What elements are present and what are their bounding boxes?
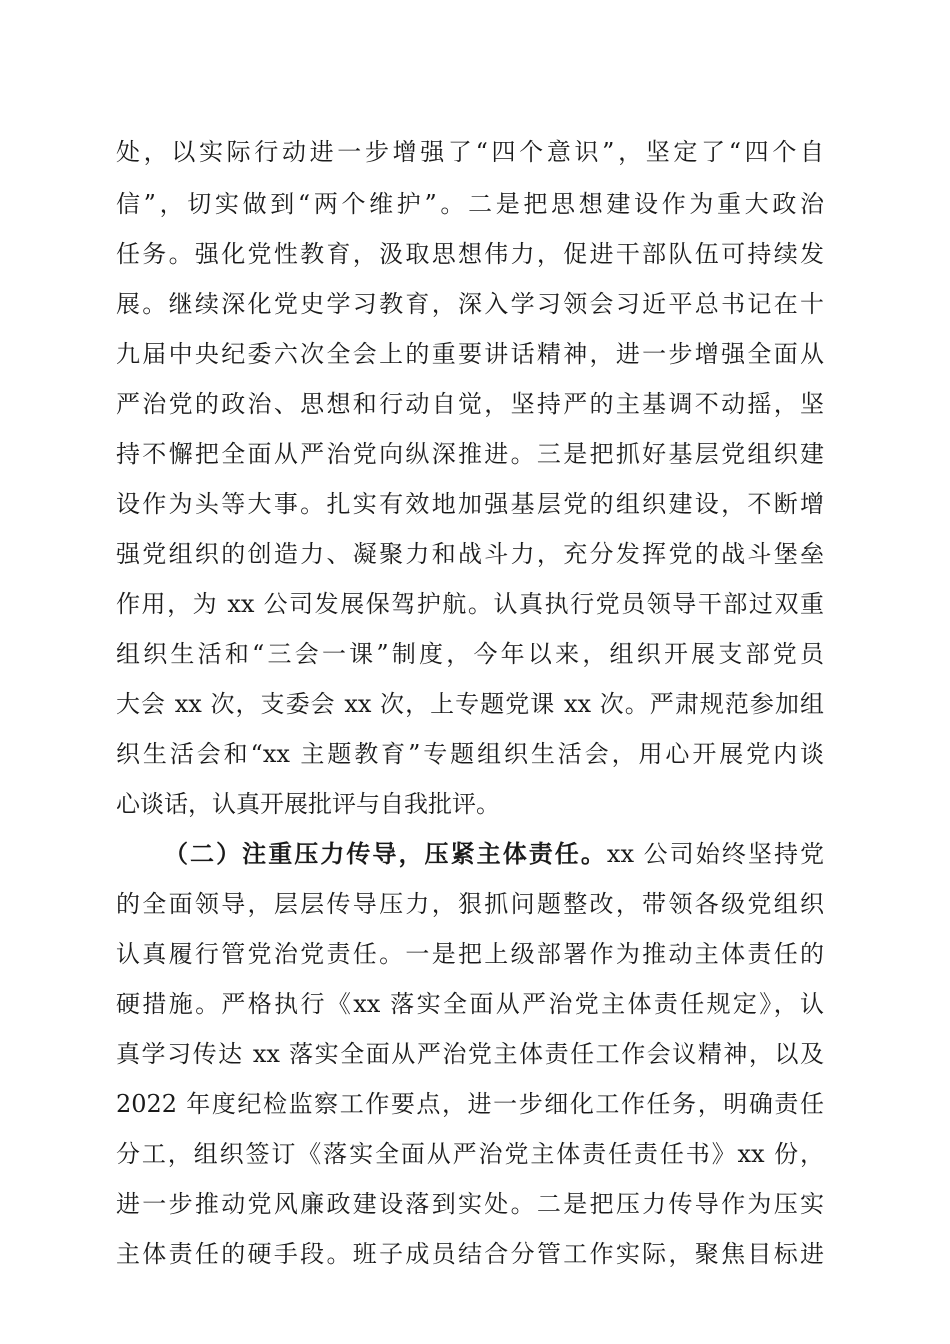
text-line: 展。继续深化党史学习教育，深入学习领会习近平总书记在十 xyxy=(116,290,824,318)
text-line: 主体责任的硬手段。班子成员结合分管工作实际，聚焦目标进 xyxy=(116,1240,824,1268)
section-heading: （二）注重压力传导，压紧主体责任。 xyxy=(164,839,607,868)
text-line: 认真履行管党治党责任。一是把上级部署作为推动主体责任的 xyxy=(116,940,824,968)
text-line: 设作为头等大事。扎实有效地加强基层党的组织建设，不断增 xyxy=(116,490,824,518)
text-line: 持不懈把全面从严治党向纵深推进。三是把抓好基层党组织建 xyxy=(116,440,824,468)
section-heading-rest: xx 公司始终坚持党 xyxy=(606,840,824,868)
text-line: 的全面领导，层层传导压力，狠抓问题整改，带领各级党组织 xyxy=(116,890,824,918)
text-line: 分工，组织签订《落实全面从严治党主体责任责任书》xx 份， xyxy=(116,1140,824,1168)
text-line: 严治党的政治、思想和行动自觉，坚持严的主基调不动摇，坚 xyxy=(116,390,824,418)
text-line: 织生活会和“xx 主题教育”专题组织生活会，用心开展党内谈 xyxy=(116,740,824,768)
text-line: 大会 xx 次，支委会 xx 次，上专题党课 xx 次。严肃规范参加组 xyxy=(116,690,824,718)
text-line: 作用，为 xx 公司发展保驾护航。认真执行党员领导干部过双重 xyxy=(116,590,824,618)
text-line: 强党组织的创造力、凝聚力和战斗力，充分发挥党的战斗堡垒 xyxy=(116,540,824,568)
text-line: 任务。强化党性教育，汲取思想伟力，促进干部队伍可持续发 xyxy=(116,240,824,268)
section-heading-line xyxy=(164,832,824,876)
text-line: 硬措施。严格执行《xx 落实全面从严治党主体责任规定》，认 xyxy=(116,990,824,1018)
text-line: 2022 年度纪检监察工作要点，进一步细化工作任务，明确责任 xyxy=(116,1090,824,1118)
text-line: 处，以实际行动进一步增强了“四个意识”，坚定了“四个自 xyxy=(116,138,824,166)
text-line: 组织生活和“三会一课”制度，今年以来，组织开展支部党员 xyxy=(116,640,824,668)
text-line: 心谈话，认真开展批评与自我批评。 xyxy=(116,790,500,818)
text-line: 真学习传达 xx 落实全面从严治党主体责任工作会议精神，以及 xyxy=(116,1040,824,1068)
text-line: 信”，切实做到“两个维护”。二是把思想建设作为重大政治 xyxy=(116,190,824,218)
text-line: 九届中央纪委六次全会上的重要讲话精神，进一步增强全面从 xyxy=(116,340,824,368)
text-line: 进一步推动党风廉政建设落到实处。二是把压力传导作为压实 xyxy=(116,1190,824,1218)
